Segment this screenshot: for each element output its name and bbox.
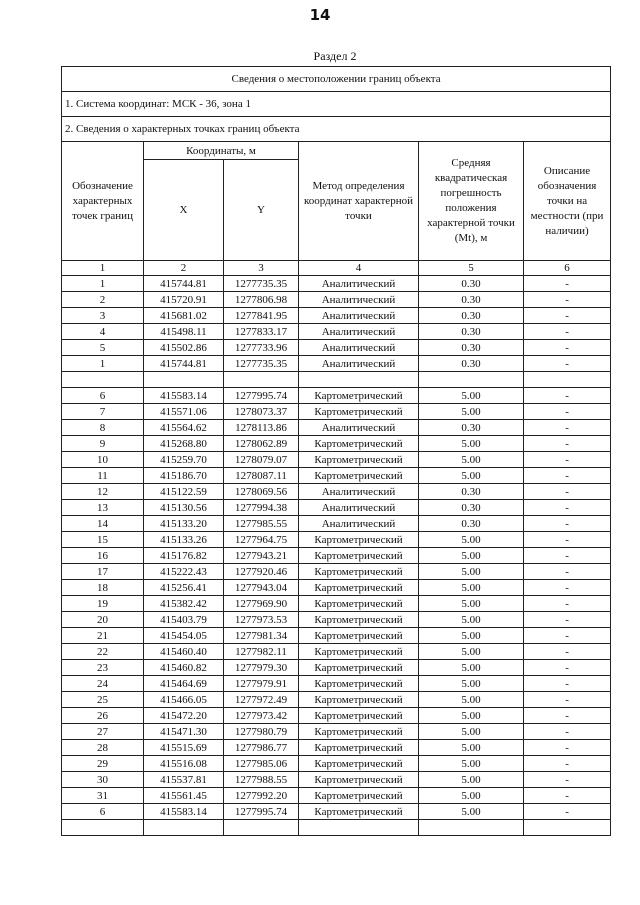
table-cell: 15	[62, 532, 144, 548]
table-cell: 415516.08	[144, 756, 224, 772]
table-cell: 1277988.55	[224, 772, 299, 788]
header-y: Y	[224, 160, 299, 261]
table-cell: 30	[62, 772, 144, 788]
table-cell: -	[524, 580, 611, 596]
table-cell: Картометрический	[299, 388, 419, 404]
table-row	[62, 292, 611, 308]
table-cell	[144, 820, 224, 836]
table-cell: Картометрический	[299, 548, 419, 564]
table-row	[62, 308, 611, 324]
table-cell: 1277992.20	[224, 788, 299, 804]
table-cell: 415133.26	[144, 532, 224, 548]
blank-row	[62, 820, 611, 836]
table-cell: 5.00	[419, 756, 524, 772]
table-cell: 1277943.21	[224, 548, 299, 564]
table-cell: 9	[62, 436, 144, 452]
table-cell: 1277985.06	[224, 756, 299, 772]
table-cell: 5.00	[419, 644, 524, 660]
table-cell: 1277979.30	[224, 660, 299, 676]
table-cell: Аналитический	[299, 308, 419, 324]
table-cell: 415460.40	[144, 644, 224, 660]
table-cell: 415744.81	[144, 356, 224, 372]
table-cell	[524, 820, 611, 836]
table-cell: 415537.81	[144, 772, 224, 788]
blank-row	[62, 372, 611, 388]
table-cell: 31	[62, 788, 144, 804]
header-method: Метод определения координат характерной точки	[299, 142, 419, 261]
table-cell: 1277969.90	[224, 596, 299, 612]
table-cell: Картометрический	[299, 676, 419, 692]
table-cell: 0.30	[419, 516, 524, 532]
table-cell: 2	[62, 292, 144, 308]
table-cell: Аналитический	[299, 340, 419, 356]
table-row	[62, 772, 611, 788]
table-cell: 5.00	[419, 532, 524, 548]
table-cell: -	[524, 708, 611, 724]
table-cell: 1	[62, 356, 144, 372]
table-cell: 5.00	[419, 676, 524, 692]
table-cell: 5.00	[419, 436, 524, 452]
table-row	[62, 596, 611, 612]
table-row	[62, 388, 611, 404]
table-cell: 0.30	[419, 356, 524, 372]
table-cell: Картометрический	[299, 644, 419, 660]
boundary-points-table	[61, 66, 611, 836]
table-cell: -	[524, 420, 611, 436]
table-cell: 1277973.53	[224, 612, 299, 628]
table-cell: 0.30	[419, 276, 524, 292]
table-cell: -	[524, 724, 611, 740]
table-cell: 5.00	[419, 788, 524, 804]
table-cell: -	[524, 468, 611, 484]
table-row	[62, 452, 611, 468]
table-cell: 5.00	[419, 772, 524, 788]
column-number: 5	[419, 261, 524, 276]
table-row	[62, 468, 611, 484]
table-row	[62, 276, 611, 292]
table-cell: -	[524, 532, 611, 548]
table-cell: 21	[62, 628, 144, 644]
table-cell: -	[524, 500, 611, 516]
table-cell: 1278087.11	[224, 468, 299, 484]
table-cell: 1277943.04	[224, 580, 299, 596]
table-cell: 0.30	[419, 500, 524, 516]
table-cell: 415122.59	[144, 484, 224, 500]
table-cell: 1277981.34	[224, 628, 299, 644]
table-cell: 1277735.35	[224, 356, 299, 372]
table-cell: 8	[62, 420, 144, 436]
table-cell: 1277980.79	[224, 724, 299, 740]
table-cell: -	[524, 788, 611, 804]
table-cell: -	[524, 804, 611, 820]
table-cell: 1277994.38	[224, 500, 299, 516]
table-cell: 1277979.91	[224, 676, 299, 692]
table-cell: -	[524, 340, 611, 356]
table-cell: 0.30	[419, 292, 524, 308]
table-cell: -	[524, 356, 611, 372]
table-cell: 1277986.77	[224, 740, 299, 756]
table-row	[62, 708, 611, 724]
table-cell: 5.00	[419, 452, 524, 468]
table-cell: Картометрический	[299, 692, 419, 708]
table-cell: -	[524, 276, 611, 292]
table-cell: -	[524, 516, 611, 532]
table-cell: 1	[62, 276, 144, 292]
table-row	[62, 532, 611, 548]
table-cell: 5.00	[419, 468, 524, 484]
table-cell: 5.00	[419, 612, 524, 628]
column-number: 2	[144, 261, 224, 276]
table-cell: Аналитический	[299, 420, 419, 436]
column-number: 3	[224, 261, 299, 276]
table-cell: 10	[62, 452, 144, 468]
table-cell: -	[524, 484, 611, 500]
table-row	[62, 356, 611, 372]
table-cell: 20	[62, 612, 144, 628]
table-cell: 1277833.17	[224, 324, 299, 340]
table-cell: 5.00	[419, 740, 524, 756]
table-cell: 0.30	[419, 484, 524, 500]
table-cell: 415133.20	[144, 516, 224, 532]
table-cell: 1277920.46	[224, 564, 299, 580]
table-cell: 1277735.35	[224, 276, 299, 292]
table-cell: 415583.14	[144, 388, 224, 404]
table-row	[62, 804, 611, 820]
table-cell: Картометрический	[299, 724, 419, 740]
table-cell: 3	[62, 308, 144, 324]
table-cell: 6	[62, 804, 144, 820]
points-heading: 2. Сведения о характерных точках границ объекта	[62, 117, 611, 142]
table-cell: 415564.62	[144, 420, 224, 436]
table-cell: Картометрический	[299, 628, 419, 644]
table-cell: 18	[62, 580, 144, 596]
table-cell: -	[524, 404, 611, 420]
table-cell	[144, 372, 224, 388]
table-cell: 5.00	[419, 404, 524, 420]
table-cell: 27	[62, 724, 144, 740]
table-cell: Аналитический	[299, 324, 419, 340]
table-cell: 415256.41	[144, 580, 224, 596]
table-cell: 1277985.55	[224, 516, 299, 532]
table-row	[62, 404, 611, 420]
table-cell	[62, 372, 144, 388]
table-cell: -	[524, 660, 611, 676]
table-cell: 7	[62, 404, 144, 420]
table-cell: 415466.05	[144, 692, 224, 708]
table-row	[62, 660, 611, 676]
table-cell: Картометрический	[299, 788, 419, 804]
header-designation: Обозначение характерных точек границ	[62, 142, 144, 261]
table-cell	[224, 820, 299, 836]
table-cell: -	[524, 772, 611, 788]
table-cell: 5.00	[419, 804, 524, 820]
table-cell: 1277733.96	[224, 340, 299, 356]
table-cell: 415460.82	[144, 660, 224, 676]
table-cell: 1277995.74	[224, 388, 299, 404]
section-label: Раздел 2	[313, 49, 357, 63]
table-row	[62, 740, 611, 756]
table-cell: Картометрический	[299, 660, 419, 676]
table-cell: Картометрический	[299, 436, 419, 452]
table-cell: 415186.70	[144, 468, 224, 484]
table-cell: 6	[62, 388, 144, 404]
table-cell: 415471.30	[144, 724, 224, 740]
table-cell: 11	[62, 468, 144, 484]
table-cell: 5.00	[419, 564, 524, 580]
table-cell: Картометрический	[299, 564, 419, 580]
coordinate-system: 1. Система координат: МСК - 36, зона 1	[62, 92, 611, 117]
table-cell: 415382.42	[144, 596, 224, 612]
table-cell: Аналитический	[299, 356, 419, 372]
table-cell: 415744.81	[144, 276, 224, 292]
table-cell: 19	[62, 596, 144, 612]
table-row	[62, 788, 611, 804]
table-row	[62, 484, 611, 500]
table-cell: -	[524, 452, 611, 468]
table-cell: 415681.02	[144, 308, 224, 324]
header-description: Описание обозначения точки на местности (при наличии)	[524, 142, 611, 261]
table-cell: 17	[62, 564, 144, 580]
table-cell: -	[524, 388, 611, 404]
table-row	[62, 676, 611, 692]
table-cell: Картометрический	[299, 404, 419, 420]
table-cell: Аналитический	[299, 292, 419, 308]
table-cell: 1278079.07	[224, 452, 299, 468]
table-cell: -	[524, 324, 611, 340]
table-cell: 5	[62, 340, 144, 356]
table-row	[62, 612, 611, 628]
table-cell: Картометрический	[299, 468, 419, 484]
table-cell: 5.00	[419, 724, 524, 740]
table-cell: 5.00	[419, 388, 524, 404]
table-cell: -	[524, 692, 611, 708]
table-row	[62, 516, 611, 532]
table-cell: Аналитический	[299, 276, 419, 292]
table-cell: 415176.82	[144, 548, 224, 564]
table-cell: -	[524, 628, 611, 644]
table-cell: Аналитический	[299, 516, 419, 532]
table-cell	[419, 372, 524, 388]
table-cell: Аналитический	[299, 500, 419, 516]
table-title: Сведения о местоположении границ объекта	[62, 67, 611, 92]
table-cell: 415130.56	[144, 500, 224, 516]
table-cell: 5.00	[419, 596, 524, 612]
table-cell: 1277982.11	[224, 644, 299, 660]
table-cell: 0.30	[419, 308, 524, 324]
table-cell: 23	[62, 660, 144, 676]
table-cell: 415583.14	[144, 804, 224, 820]
table-cell: Картометрический	[299, 804, 419, 820]
table-cell: Картометрический	[299, 580, 419, 596]
table-cell: 12	[62, 484, 144, 500]
table-cell: Картометрический	[299, 612, 419, 628]
table-cell: 1277841.95	[224, 308, 299, 324]
table-cell: 415222.43	[144, 564, 224, 580]
table-cell: 16	[62, 548, 144, 564]
table-row	[62, 420, 611, 436]
table-row	[62, 436, 611, 452]
table-cell: 415472.20	[144, 708, 224, 724]
table-cell	[299, 372, 419, 388]
table-cell: 25	[62, 692, 144, 708]
table-cell: 28	[62, 740, 144, 756]
table-cell: -	[524, 676, 611, 692]
table-row	[62, 340, 611, 356]
table-cell: 1278069.56	[224, 484, 299, 500]
table-cell: 1277806.98	[224, 292, 299, 308]
table-row	[62, 724, 611, 740]
table-cell: Картометрический	[299, 756, 419, 772]
table-cell: -	[524, 564, 611, 580]
table-cell: 415454.05	[144, 628, 224, 644]
table-cell: 5.00	[419, 580, 524, 596]
table-cell: 1278073.37	[224, 404, 299, 420]
table-cell: 4	[62, 324, 144, 340]
table-cell: -	[524, 612, 611, 628]
table-cell: Картометрический	[299, 596, 419, 612]
column-number: 6	[524, 261, 611, 276]
table-cell: -	[524, 740, 611, 756]
table-cell: 26	[62, 708, 144, 724]
table-row	[62, 644, 611, 660]
table-cell: 415259.70	[144, 452, 224, 468]
table-cell: 5.00	[419, 548, 524, 564]
table-cell: 415464.69	[144, 676, 224, 692]
column-number: 1	[62, 261, 144, 276]
table-cell: -	[524, 308, 611, 324]
table-cell: -	[524, 756, 611, 772]
table-cell: 0.30	[419, 340, 524, 356]
header-coordinates: Координаты, м	[144, 142, 299, 160]
table-cell: 415403.79	[144, 612, 224, 628]
table-cell: 5.00	[419, 692, 524, 708]
page-number: 14	[309, 6, 331, 24]
table-row	[62, 564, 611, 580]
table-cell: 415502.86	[144, 340, 224, 356]
table-cell: Картометрический	[299, 740, 419, 756]
table-cell: 415720.91	[144, 292, 224, 308]
table-cell: Картометрический	[299, 452, 419, 468]
table-cell: 1277995.74	[224, 804, 299, 820]
table-cell: 22	[62, 644, 144, 660]
table-cell: 0.30	[419, 420, 524, 436]
table-cell: 415498.11	[144, 324, 224, 340]
table-cell: 5.00	[419, 708, 524, 724]
table-cell: 415268.80	[144, 436, 224, 452]
column-number: 4	[299, 261, 419, 276]
table-row	[62, 580, 611, 596]
header-x: X	[144, 160, 224, 261]
table-row	[62, 548, 611, 564]
table-cell: 1277973.42	[224, 708, 299, 724]
table-cell: -	[524, 644, 611, 660]
table-cell: 24	[62, 676, 144, 692]
table-cell: 1277972.49	[224, 692, 299, 708]
table-cell: 0.30	[419, 324, 524, 340]
table-cell: Картометрический	[299, 532, 419, 548]
table-cell: 415571.06	[144, 404, 224, 420]
table-row	[62, 324, 611, 340]
table-cell: Картометрический	[299, 772, 419, 788]
table-row	[62, 500, 611, 516]
table-cell: 1277964.75	[224, 532, 299, 548]
table-cell: 415561.45	[144, 788, 224, 804]
table-cell	[524, 372, 611, 388]
table-cell: -	[524, 596, 611, 612]
table-cell: 13	[62, 500, 144, 516]
table-cell: Аналитический	[299, 484, 419, 500]
table-cell: 5.00	[419, 628, 524, 644]
table-cell: -	[524, 436, 611, 452]
table-cell: 1278062.89	[224, 436, 299, 452]
column-numbers-row	[62, 261, 611, 276]
table-cell: 415515.69	[144, 740, 224, 756]
table-cell: 5.00	[419, 660, 524, 676]
table-row	[62, 692, 611, 708]
table-cell	[62, 820, 144, 836]
table-cell	[299, 820, 419, 836]
table-cell	[419, 820, 524, 836]
table-cell: -	[524, 548, 611, 564]
table-cell: Картометрический	[299, 708, 419, 724]
table-cell: 14	[62, 516, 144, 532]
header-error: Средняя квадратическая погрешность положения характерной точки (Mt), м	[419, 142, 524, 261]
table-cell: -	[524, 292, 611, 308]
table-cell: 29	[62, 756, 144, 772]
table-cell	[224, 372, 299, 388]
table-cell: 1278113.86	[224, 420, 299, 436]
table-row	[62, 756, 611, 772]
table-row	[62, 628, 611, 644]
